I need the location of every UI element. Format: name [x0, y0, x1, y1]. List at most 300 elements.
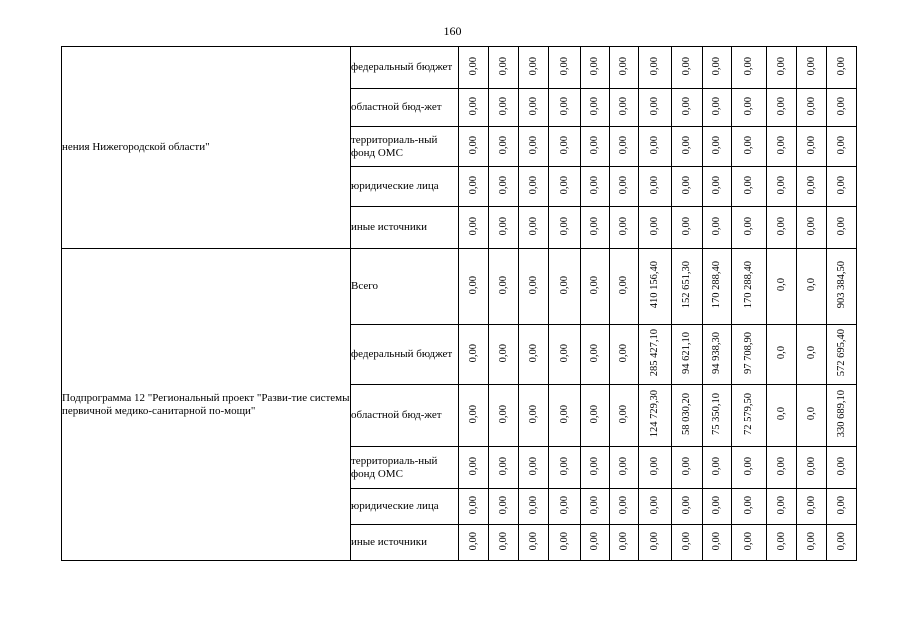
amount-value: 0,00: [589, 275, 600, 295]
amount-cell: [797, 47, 827, 89]
amount-cell: [732, 207, 767, 249]
amount-cell: [703, 167, 732, 207]
amount-value: 0,00: [558, 216, 570, 236]
amount-value: 0,00: [558, 275, 570, 295]
amount-value: 0,00: [527, 531, 539, 551]
amount-cell: [610, 47, 639, 89]
amount-cell: [489, 325, 519, 385]
amount-value: 0,00: [681, 531, 692, 551]
amount-value: 152 651,30: [681, 261, 692, 309]
amount-cell: [459, 207, 489, 249]
amount-cell: [459, 525, 489, 561]
amount-value: 0,0: [775, 278, 787, 292]
amount-cell: [732, 525, 767, 561]
amount-cell: [489, 525, 519, 561]
amount-value: 94 621,10: [681, 332, 692, 374]
amount-cell: [767, 167, 797, 207]
amount-value: 0,00: [558, 135, 570, 155]
amount-value: 0,00: [589, 531, 600, 551]
amount-value: 0,00: [835, 456, 847, 476]
amount-cell: [459, 167, 489, 207]
amount-value: 0,00: [589, 56, 600, 76]
amount-value: 0,00: [681, 135, 692, 155]
amount-cell: [797, 249, 827, 325]
amount-cell: [610, 207, 639, 249]
amount-value: 0,00: [497, 56, 509, 76]
amount-value: 0,00: [618, 404, 629, 424]
amount-cell: [703, 207, 732, 249]
amount-value: 0,00: [775, 56, 787, 76]
amount-value: 0,00: [711, 456, 722, 476]
amount-cell: [732, 127, 767, 167]
amount-cell: [672, 489, 703, 525]
amount-cell: [672, 249, 703, 325]
amount-cell: [639, 47, 672, 89]
amount-cell: [797, 167, 827, 207]
amount-cell: [489, 47, 519, 89]
funding-source-cell: Всего: [351, 249, 459, 325]
amount-value: 0,00: [805, 135, 817, 155]
amount-value: 0,00: [805, 456, 817, 476]
amount-value: 0,00: [835, 175, 847, 195]
amount-value: 0,00: [711, 216, 722, 236]
amount-cell: [797, 207, 827, 249]
amount-cell: [797, 525, 827, 561]
amount-cell: [767, 489, 797, 525]
amount-cell: [581, 249, 610, 325]
amount-value: 0,00: [497, 275, 509, 295]
amount-value: 0,00: [467, 96, 479, 116]
amount-cell: [489, 489, 519, 525]
funding-source-cell: областной бюд-жет: [351, 385, 459, 447]
amount-value: 0,0: [775, 346, 787, 360]
funding-source-cell: федеральный бюджет: [351, 47, 459, 89]
amount-value: 0,00: [743, 175, 754, 195]
funding-source-cell: территориаль-ный фонд ОМС: [351, 127, 459, 167]
amount-value: 0,00: [618, 495, 629, 515]
amount-cell: [732, 167, 767, 207]
funding-source-cell: территориаль-ный фонд ОМС: [351, 447, 459, 489]
amount-cell: [519, 167, 549, 207]
amount-cell: [639, 385, 672, 447]
amount-value: 0,00: [681, 216, 692, 236]
amount-value: 0,00: [558, 343, 570, 363]
amount-value: 0,00: [467, 56, 479, 76]
amount-cell: [610, 385, 639, 447]
amount-value: 0,00: [467, 175, 479, 195]
amount-cell: [581, 47, 610, 89]
amount-value: 0,00: [775, 96, 787, 116]
amount-cell: [797, 127, 827, 167]
amount-value: 94 938,30: [711, 332, 722, 374]
table-row: [62, 249, 857, 325]
amount-value: 0,00: [649, 135, 660, 155]
amount-cell: [639, 167, 672, 207]
amount-cell: [581, 127, 610, 167]
amount-cell: [549, 525, 581, 561]
amount-value: 0,00: [558, 56, 570, 76]
amount-cell: [703, 447, 732, 489]
amount-cell: [827, 167, 857, 207]
amount-value: 0,00: [497, 96, 509, 116]
amount-value: 0,00: [805, 175, 817, 195]
amount-value: 0,00: [805, 56, 817, 76]
amount-cell: [767, 207, 797, 249]
amount-value: 0,0: [805, 346, 817, 360]
amount-value: 0,00: [711, 135, 722, 155]
amount-value: 0,00: [649, 456, 660, 476]
amount-cell: [767, 447, 797, 489]
amount-cell: [732, 47, 767, 89]
amount-value: 0,00: [558, 531, 570, 551]
amount-value: 0,00: [467, 135, 479, 155]
amount-value: 0,00: [589, 216, 600, 236]
amount-cell: [549, 207, 581, 249]
amount-cell: [549, 167, 581, 207]
amount-cell: [581, 89, 610, 127]
amount-value: 0,00: [497, 135, 509, 155]
amount-value: 0,00: [649, 96, 660, 116]
amount-value: 0,00: [618, 56, 629, 76]
amount-value: 0,00: [589, 96, 600, 116]
amount-cell: [459, 249, 489, 325]
amount-cell: [827, 525, 857, 561]
budget-table: [61, 46, 857, 561]
amount-value: 0,00: [497, 404, 509, 424]
amount-value: 0,00: [467, 531, 479, 551]
amount-value: 0,00: [618, 216, 629, 236]
amount-value: 0,00: [618, 456, 629, 476]
amount-cell: [827, 385, 857, 447]
amount-value: 0,00: [681, 56, 692, 76]
amount-cell: [549, 127, 581, 167]
amount-cell: [797, 489, 827, 525]
amount-value: 0,00: [467, 456, 479, 476]
amount-cell: [581, 207, 610, 249]
amount-value: 0,00: [649, 495, 660, 515]
amount-cell: [549, 489, 581, 525]
amount-cell: [639, 207, 672, 249]
amount-cell: [703, 47, 732, 89]
amount-cell: [519, 447, 549, 489]
amount-cell: [703, 525, 732, 561]
amount-cell: [610, 127, 639, 167]
amount-value: 0,00: [527, 404, 539, 424]
amount-value: 0,00: [681, 495, 692, 515]
amount-value: 0,00: [467, 343, 479, 363]
amount-cell: [672, 167, 703, 207]
amount-value: 0,00: [558, 96, 570, 116]
amount-value: 0,00: [589, 456, 600, 476]
amount-cell: [767, 525, 797, 561]
amount-value: 0,00: [527, 135, 539, 155]
amount-value: 0,00: [835, 216, 847, 236]
amount-value: 0,0: [805, 278, 817, 292]
amount-cell: [767, 249, 797, 325]
amount-value: 0,00: [527, 275, 539, 295]
amount-cell: [549, 89, 581, 127]
amount-value: 0,00: [497, 456, 509, 476]
amount-cell: [732, 325, 767, 385]
amount-value: 0,00: [649, 175, 660, 195]
amount-cell: [519, 207, 549, 249]
amount-value: 0,00: [558, 404, 570, 424]
program-name-cell: Подпрограмма 12 "Региональный проект "Разви-тие системы первичной медико-санитарной по-мощи": [62, 249, 351, 561]
amount-cell: [827, 89, 857, 127]
amount-value: 0,00: [835, 56, 847, 76]
amount-value: 0,00: [467, 404, 479, 424]
amount-cell: [703, 385, 732, 447]
amount-cell: [519, 249, 549, 325]
amount-cell: [610, 249, 639, 325]
amount-cell: [489, 385, 519, 447]
amount-cell: [767, 325, 797, 385]
amount-value: 0,00: [618, 275, 629, 295]
amount-value: 0,00: [649, 531, 660, 551]
amount-cell: [549, 47, 581, 89]
amount-value: 0,00: [497, 531, 509, 551]
amount-value: 0,00: [775, 456, 787, 476]
amount-cell: [797, 325, 827, 385]
amount-value: 0,00: [835, 96, 847, 116]
amount-value: 0,00: [497, 495, 509, 515]
amount-value: 0,00: [681, 456, 692, 476]
amount-cell: [610, 325, 639, 385]
amount-value: 0,00: [497, 175, 509, 195]
amount-value: 0,00: [711, 96, 722, 116]
amount-value: 0,00: [743, 531, 754, 551]
amount-cell: [827, 207, 857, 249]
amount-value: 0,00: [558, 495, 570, 515]
amount-cell: [459, 489, 489, 525]
amount-cell: [827, 489, 857, 525]
amount-cell: [519, 489, 549, 525]
amount-cell: [797, 89, 827, 127]
amount-value: 0,00: [775, 495, 787, 515]
amount-value: 0,00: [497, 216, 509, 236]
amount-value: 0,00: [743, 56, 754, 76]
amount-cell: [610, 167, 639, 207]
amount-value: 0,00: [835, 495, 847, 515]
amount-cell: [672, 525, 703, 561]
amount-value: 0,00: [743, 96, 754, 116]
amount-cell: [827, 447, 857, 489]
amount-cell: [639, 489, 672, 525]
amount-value: 903 384,50: [835, 261, 847, 309]
amount-value: 58 030,20: [681, 393, 692, 435]
amount-cell: [732, 249, 767, 325]
amount-value: 285 427,10: [649, 329, 660, 377]
amount-value: 330 689,10: [835, 390, 847, 438]
amount-value: 0,00: [589, 404, 600, 424]
amount-value: 410 156,40: [649, 261, 660, 309]
amount-value: 0,00: [775, 531, 787, 551]
amount-value: 0,00: [497, 343, 509, 363]
table-row: [62, 47, 857, 89]
amount-cell: [549, 447, 581, 489]
amount-value: 0,00: [618, 531, 629, 551]
amount-cell: [610, 89, 639, 127]
amount-value: 170 288,40: [743, 261, 754, 309]
amount-cell: [519, 127, 549, 167]
amount-cell: [703, 325, 732, 385]
amount-value: 0,00: [649, 56, 660, 76]
amount-value: 0,00: [743, 495, 754, 515]
amount-value: 0,00: [711, 56, 722, 76]
amount-cell: [732, 447, 767, 489]
amount-value: 0,00: [743, 456, 754, 476]
amount-cell: [797, 385, 827, 447]
amount-cell: [672, 385, 703, 447]
amount-cell: [672, 447, 703, 489]
amount-cell: [672, 89, 703, 127]
amount-cell: [639, 525, 672, 561]
amount-cell: [639, 89, 672, 127]
program-name-cell: нения Нижегородской области": [62, 47, 351, 249]
funding-source-cell: иные источники: [351, 207, 459, 249]
amount-cell: [519, 525, 549, 561]
amount-value: 0,00: [775, 135, 787, 155]
amount-value: 75 350,10: [711, 393, 722, 435]
amount-value: 0,00: [711, 495, 722, 515]
amount-cell: [581, 325, 610, 385]
amount-cell: [519, 385, 549, 447]
amount-value: 0,00: [467, 275, 479, 295]
amount-cell: [732, 89, 767, 127]
amount-value: 0,00: [589, 135, 600, 155]
amount-value: 0,00: [618, 175, 629, 195]
amount-value: 0,00: [467, 216, 479, 236]
amount-cell: [459, 47, 489, 89]
amount-value: 0,00: [618, 343, 629, 363]
amount-cell: [827, 249, 857, 325]
amount-value: 0,00: [775, 216, 787, 236]
amount-cell: [703, 89, 732, 127]
amount-cell: [827, 325, 857, 385]
amount-cell: [581, 447, 610, 489]
amount-cell: [672, 47, 703, 89]
amount-value: 0,00: [805, 531, 817, 551]
funding-source-cell: областной бюд-жет: [351, 89, 459, 127]
amount-value: 0,00: [681, 175, 692, 195]
amount-cell: [581, 385, 610, 447]
amount-cell: [459, 447, 489, 489]
amount-cell: [549, 385, 581, 447]
amount-cell: [519, 325, 549, 385]
amount-cell: [639, 325, 672, 385]
amount-cell: [519, 47, 549, 89]
amount-value: 0,00: [835, 531, 847, 551]
amount-cell: [459, 89, 489, 127]
amount-cell: [459, 325, 489, 385]
amount-cell: [459, 127, 489, 167]
amount-cell: [549, 249, 581, 325]
amount-cell: [639, 127, 672, 167]
amount-value: 97 708,90: [743, 332, 754, 374]
amount-value: 0,00: [775, 175, 787, 195]
amount-value: 0,00: [711, 531, 722, 551]
amount-value: 0,00: [589, 495, 600, 515]
amount-value: 0,00: [558, 175, 570, 195]
amount-cell: [639, 447, 672, 489]
amount-cell: [703, 489, 732, 525]
amount-cell: [489, 167, 519, 207]
amount-cell: [672, 127, 703, 167]
amount-cell: [489, 127, 519, 167]
amount-cell: [489, 447, 519, 489]
amount-value: 0,00: [805, 216, 817, 236]
amount-value: 0,00: [618, 135, 629, 155]
amount-value: 72 579,50: [743, 393, 754, 435]
amount-cell: [732, 489, 767, 525]
amount-value: 170 288,40: [711, 261, 722, 309]
amount-cell: [549, 325, 581, 385]
amount-cell: [767, 385, 797, 447]
amount-value: 0,00: [805, 495, 817, 515]
amount-cell: [489, 89, 519, 127]
amount-value: 0,00: [589, 175, 600, 195]
amount-value: 124 729,30: [649, 390, 660, 438]
amount-cell: [489, 207, 519, 249]
amount-value: 0,00: [527, 456, 539, 476]
amount-value: 0,00: [527, 343, 539, 363]
amount-value: 0,00: [527, 175, 539, 195]
amount-cell: [610, 525, 639, 561]
amount-value: 0,00: [681, 96, 692, 116]
amount-cell: [827, 127, 857, 167]
amount-cell: [610, 489, 639, 525]
amount-cell: [581, 525, 610, 561]
amount-cell: [672, 207, 703, 249]
amount-cell: [489, 249, 519, 325]
amount-cell: [767, 127, 797, 167]
amount-value: 0,00: [743, 216, 754, 236]
amount-cell: [459, 385, 489, 447]
amount-cell: [767, 47, 797, 89]
amount-value: 0,00: [558, 456, 570, 476]
amount-value: 0,00: [711, 175, 722, 195]
amount-cell: [672, 325, 703, 385]
amount-cell: [732, 385, 767, 447]
amount-value: 0,0: [775, 407, 787, 421]
amount-value: 0,00: [589, 343, 600, 363]
amount-value: 0,00: [649, 216, 660, 236]
funding-source-cell: юридические лица: [351, 489, 459, 525]
amount-value: 0,00: [527, 216, 539, 236]
amount-value: 0,00: [467, 495, 479, 515]
page-number: 160: [443, 24, 462, 38]
funding-source-cell: юридические лица: [351, 167, 459, 207]
amount-cell: [581, 489, 610, 525]
amount-cell: [639, 249, 672, 325]
amount-cell: [797, 447, 827, 489]
amount-value: 572 695,40: [835, 329, 847, 377]
amount-cell: [703, 127, 732, 167]
amount-cell: [519, 89, 549, 127]
amount-value: 0,00: [618, 96, 629, 116]
amount-value: 0,00: [805, 96, 817, 116]
funding-source-cell: иные источники: [351, 525, 459, 561]
amount-cell: [703, 249, 732, 325]
amount-value: 0,00: [835, 135, 847, 155]
amount-cell: [610, 447, 639, 489]
amount-cell: [827, 47, 857, 89]
amount-cell: [767, 89, 797, 127]
amount-value: 0,00: [743, 135, 754, 155]
amount-value: 0,0: [805, 407, 817, 421]
amount-value: 0,00: [527, 96, 539, 116]
amount-value: 0,00: [527, 56, 539, 76]
